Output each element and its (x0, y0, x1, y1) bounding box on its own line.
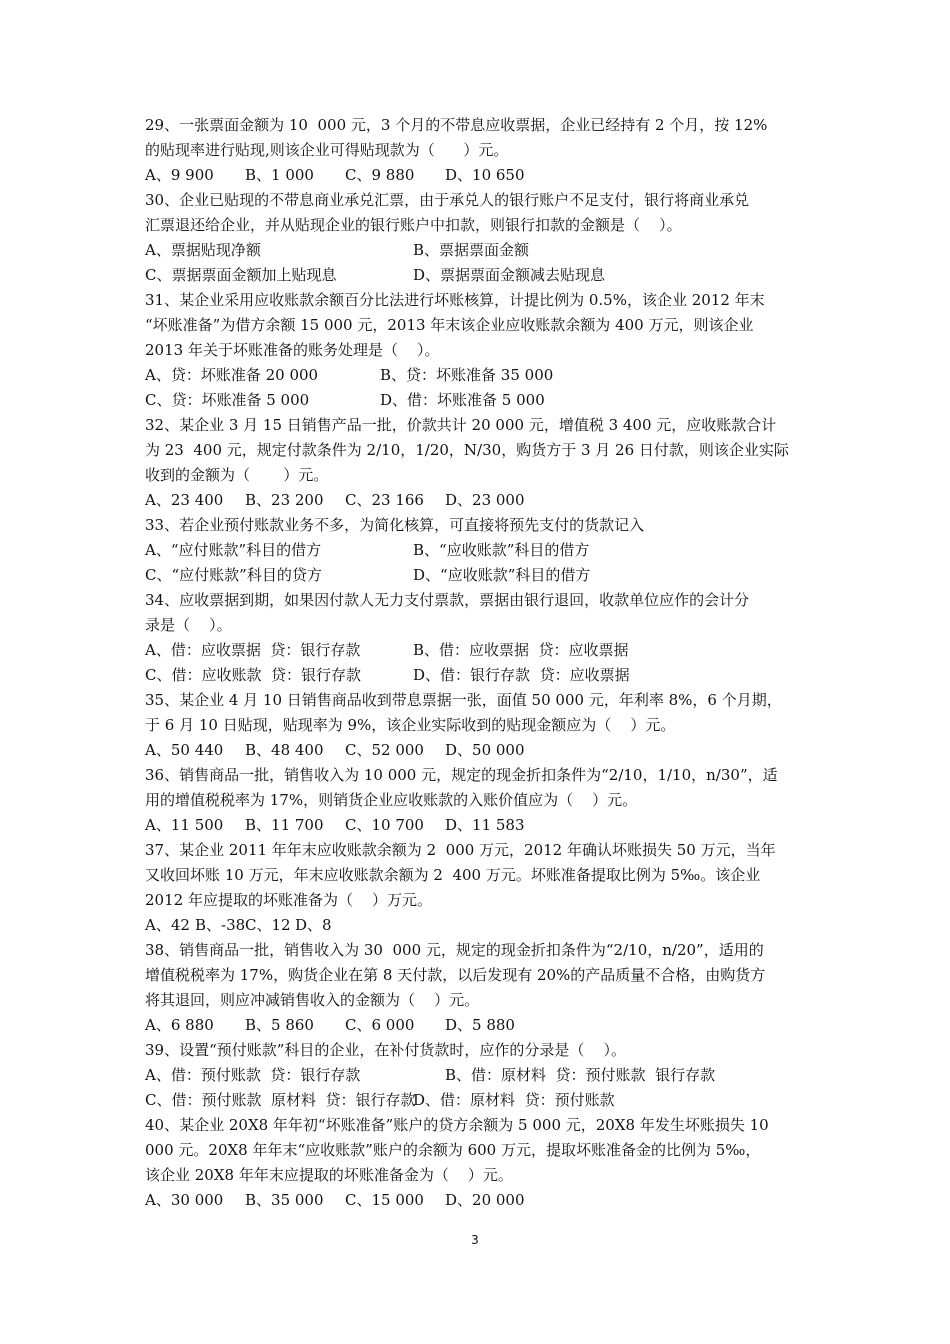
option-row (145, 913, 809, 938)
question-text-line: 37、某企业 2011 年年末应收账款余额为 2 000 万元，2012 年确认坏账损失 50 万元，当年 (145, 841, 776, 859)
option-c: C、借：应收账款 贷：银行存款 (145, 666, 362, 684)
question-text-line: 的贴现率进行贴现,则该企业可得贴现款为（ ）元。 (145, 141, 509, 159)
option-d: D、票据票面金额减去贴现息 (413, 266, 606, 284)
option-row (145, 738, 809, 763)
option-a: A、42 (145, 916, 190, 934)
question-text-line: 又收回坏账 10 万元，年末应收账款余额为 2 400 万元。坏账准备提取比例为 5‰。该企业 (145, 866, 761, 884)
option-row (145, 1188, 809, 1213)
question (145, 188, 809, 288)
question-text-line: 为 23 400 元，规定付款条件为 2/10，1/20，N/30，购货方于 3 月 26 日付款，则该企业实际 (145, 441, 789, 459)
question-text-line: 39、设置“预付账款”科目的企业，在补付货款时，应作的分录是（ ）。 (145, 1041, 626, 1059)
option-b: B、5 860 (245, 1016, 314, 1034)
question-text-line: 40、某企业 20X8 年年初“坏账准备”账户的贷方余额为 5 000 元，20X8 年发生坏账损失 10 (145, 1116, 769, 1134)
option-d: D、借：原材料 贷：预付账款 (413, 1091, 615, 1109)
question-text-line: 2013 年关于坏账准备的账务处理是（ ）。 (145, 341, 440, 359)
option-row (145, 813, 809, 838)
question (145, 113, 809, 188)
option-d: D、“应收账款”科目的借方 (413, 566, 591, 584)
option-b: B、48 400 (245, 741, 324, 759)
question-text-line: 29、一张票面金额为 10 000 元，3 个月的不带息应收票据，企业已经持有 2 个月，按 12% (145, 116, 768, 134)
option-row (145, 263, 809, 288)
option-c: C、票据票面金额加上贴现息 (145, 266, 337, 284)
option-row (145, 238, 809, 263)
option-b: B、11 700 (245, 816, 324, 834)
question-text-line: 录是（ ）。 (145, 616, 232, 634)
option-d: D、11 583 (445, 816, 525, 834)
option-row (145, 363, 809, 388)
option-b: B、“应收账款”科目的借方 (413, 541, 590, 559)
option-c: C、6 000 (345, 1016, 415, 1034)
option-d: D、5 880 (445, 1016, 515, 1034)
option-c: C、12 (245, 916, 291, 934)
option-d: D、借：银行存款 贷：应收票据 (413, 666, 630, 684)
option-b: B、1 000 (245, 166, 314, 184)
option-d: D、50 000 (445, 741, 525, 759)
question-text-line: 30、企业已贴现的不带息商业承兑汇票，由于承兑人的银行账户不足支付，银行将商业承兑 (145, 191, 750, 209)
question-text-line: 将其退回，则应冲减销售收入的金额为（ ）元。 (145, 991, 480, 1009)
option-b: B、23 200 (245, 491, 324, 509)
question-text-line: 000 元。20X8 年年末“应收账款”账户的余额为 600 万元，提取坏账准备金的比例为 5‰， (145, 1141, 761, 1159)
question (145, 1038, 809, 1113)
question-text-line: 汇票退还给企业，并从贴现企业的银行账户中扣款，则银行扣款的金额是（ ）。 (145, 216, 682, 234)
option-row (145, 488, 809, 513)
question (145, 688, 809, 763)
page-number: 3 (471, 1233, 479, 1247)
option-d: D、10 650 (445, 166, 525, 184)
option-b: B、票据票面金额 (413, 241, 530, 259)
question-text-line: 增值税税率为 17%，购货企业在第 8 天付款，以后发现有 20%的产品质量不合格，由购货方 (145, 966, 766, 984)
question-list (145, 113, 809, 1213)
question-text-line: 收到的金额为（ ）元。 (145, 466, 329, 484)
option-c: C、15 000 (345, 1191, 424, 1209)
option-a: A、借：应收票据 贷：银行存款 (145, 641, 361, 659)
option-c: C、“应付账款”科目的贷方 (145, 566, 322, 584)
option-d: D、借：坏账准备 5 000 (380, 391, 545, 409)
question-text-line: 于 6 月 10 日贴现，贴现率为 9%，该企业实际收到的贴现金额应为（ ）元。 (145, 716, 676, 734)
question-text-line: 33、若企业预付账款业务不多，为简化核算，可直接将预先支付的货款记入 (145, 516, 645, 534)
question (145, 288, 809, 413)
question (145, 513, 809, 588)
question-text-line: 35、某企业 4 月 10 日销售商品收到带息票据一张，面值 50 000 元，年利率 8%，6 个月期， (145, 691, 782, 709)
option-row (145, 538, 809, 563)
option-row (145, 163, 809, 188)
option-a: A、借：预付账款 贷：银行存款 (145, 1066, 361, 1084)
option-c: C、贷：坏账准备 5 000 (145, 391, 310, 409)
option-c: C、借：预付账款 原材料 贷：银行存款 (145, 1091, 416, 1109)
option-d: D、20 000 (445, 1191, 525, 1209)
question-text-line: 用的增值税税率为 17%，则销货企业应收账款的入账价值应为（ ）元。 (145, 791, 638, 809)
option-b: B、-38 (195, 916, 246, 934)
question-text-line: 2012 年应提取的坏账准备为（ ）万元。 (145, 891, 433, 909)
question-text-line: “坏账准备”为借方余额 15 000 元，2013 年末该企业应收账款余额为 400 万元，则该企业 (145, 316, 754, 334)
option-a: A、23 400 (145, 491, 224, 509)
question (145, 1113, 809, 1213)
option-a: A、“应付账款”科目的借方 (145, 541, 322, 559)
option-c: C、10 700 (345, 816, 424, 834)
option-a: A、6 880 (145, 1016, 214, 1034)
option-c: C、23 166 (345, 491, 424, 509)
option-d: D、23 000 (445, 491, 525, 509)
option-d: D、8 (295, 916, 332, 934)
question-text-line: 34、应收票据到期，如果因付款人无力支付票款，票据由银行退回，收款单位应作的会计分 (145, 591, 750, 609)
question (145, 763, 809, 838)
option-b: B、贷：坏账准备 35 000 (380, 366, 554, 384)
option-row (145, 1013, 809, 1038)
option-row (145, 563, 809, 588)
question (145, 413, 809, 513)
option-row (145, 1088, 809, 1113)
question (145, 588, 809, 688)
option-a: A、票据贴现净额 (145, 241, 261, 259)
option-row (145, 638, 809, 663)
option-b: B、35 000 (245, 1191, 324, 1209)
option-row (145, 388, 809, 413)
option-a: A、贷：坏账准备 20 000 (145, 366, 319, 384)
question-text-line: 38、销售商品一批，销售收入为 30 000 元，规定的现金折扣条件为“2/10，n/20”，适用的 (145, 941, 764, 959)
question-text-line: 32、某企业 3 月 15 日销售产品一批，价款共计 20 000 元，增值税 3 400 元，应收账款合计 (145, 416, 777, 434)
option-a: A、50 440 (145, 741, 224, 759)
question (145, 938, 809, 1038)
option-c: C、52 000 (345, 741, 424, 759)
question-text-line: 36、销售商品一批，销售收入为 10 000 元，规定的现金折扣条件为“2/10，1/10，n/30”，适 (145, 766, 778, 784)
question (145, 838, 809, 938)
option-row (145, 1063, 809, 1088)
option-b: B、借：原材料 贷：预付账款 银行存款 (445, 1066, 716, 1084)
option-row (145, 663, 809, 688)
option-a: A、30 000 (145, 1191, 224, 1209)
option-c: C、9 880 (345, 166, 415, 184)
option-b: B、借：应收票据 贷：应收票据 (413, 641, 629, 659)
option-a: A、11 500 (145, 816, 224, 834)
option-a: A、9 900 (145, 166, 214, 184)
question-text-line: 31、某企业采用应收账款余额百分比法进行坏账核算，计提比例为 0.5%，该企业 2012 年末 (145, 291, 765, 309)
question-text-line: 该企业 20X8 年年末应提取的坏账准备金为（ ）元。 (145, 1166, 513, 1184)
